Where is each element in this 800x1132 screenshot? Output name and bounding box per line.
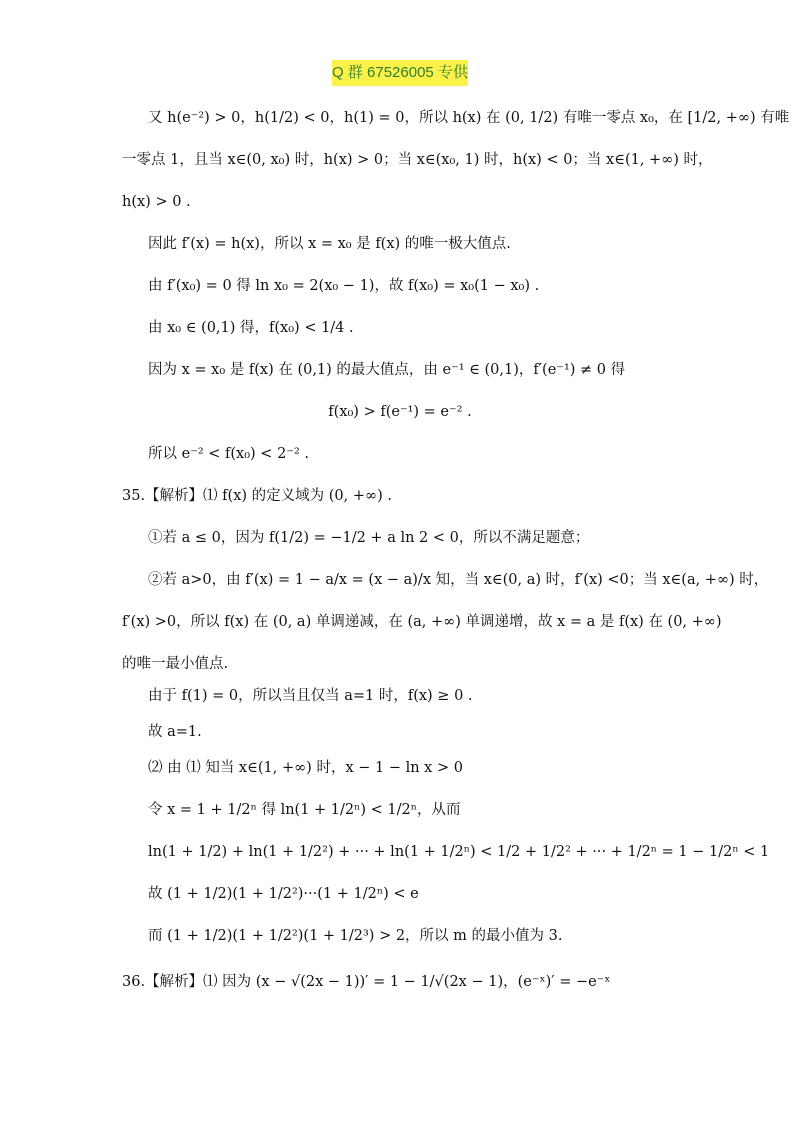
text-line: 故 (1 + 1/2)(1 + 1/2²)···(1 + 1/2ⁿ) < e: [148, 886, 419, 902]
section-heading-36: 36.【解析】⑴ 因为 (x − √(2x − 1))′ = 1 − 1/√(2x − 1)，(e⁻ˣ)′ = −e⁻ˣ: [122, 974, 611, 990]
text-line: 所以 e⁻² < f(x₀) < 2⁻² .: [148, 446, 309, 462]
text-line: ln(1 + 1/2) + ln(1 + 1/2²) + ··· + ln(1 + 1/2ⁿ) < 1/2 + 1/2² + ··· + 1/2ⁿ = 1 − 1/2ⁿ < 1: [148, 844, 770, 860]
text-line: 由 x₀ ∈ (0,1) 得，f(x₀) < 1/4 .: [148, 320, 354, 336]
text-line: ⑵ 由 ⑴ 知当 x∈(1, +∞) 时，x − 1 − ln x > 0: [148, 760, 463, 776]
text-line: 由 f′(x₀) = 0 得 ln x₀ = 2(x₀ − 1)，故 f(x₀) = x₀(1 − x₀) .: [148, 278, 540, 294]
text-line-centered: f(x₀) > f(e⁻¹) = e⁻² .: [328, 404, 472, 420]
text-line: f′(x) >0，所以 f(x) 在 (0, a) 单调递减，在 (a, +∞) 单调递增，故 x = a 是 f(x) 在 (0, +∞): [122, 614, 722, 630]
text-line: 因此 f′(x) = h(x)，所以 x = x₀ 是 f(x) 的唯一极大值点.: [148, 236, 511, 252]
text-line: 由于 f(1) = 0，所以当且仅当 a=1 时，f(x) ≥ 0 .: [148, 688, 473, 704]
text-line: ①若 a ≤ 0，因为 f(1/2) = −1/2 + a ln 2 < 0，所以不满足题意；: [148, 530, 590, 546]
text-line: 的唯一最小值点.: [122, 656, 229, 672]
text-line: 故 a=1.: [148, 724, 202, 740]
text-line: h(x) > 0 .: [122, 194, 191, 210]
text-line: ②若 a>0，由 f′(x) = 1 − a/x = (x − a)/x 知，当 x∈(0, a) 时，f′(x) <0；当 x∈(a, +∞) 时，: [148, 572, 769, 588]
watermark-banner: Q 群 67526005 专供: [332, 60, 468, 86]
text-line: 一零点 1，且当 x∈(0, x₀) 时，h(x) > 0；当 x∈(x₀, 1) 时，h(x) < 0；当 x∈(1, +∞) 时，: [122, 152, 713, 168]
text-line: 因为 x = x₀ 是 f(x) 在 (0,1) 的最大值点，由 e⁻¹ ∈ (0,1)，f′(e⁻¹) ≠ 0 得: [148, 362, 626, 378]
text-line: 又 h(e⁻²) > 0，h(1/2) < 0，h(1) = 0，所以 h(x) 在 (0, 1/2) 有唯一零点 x₀，在 [1/2, +∞) 有唯: [148, 110, 790, 126]
text-line: 而 (1 + 1/2)(1 + 1/2²)(1 + 1/2³) > 2，所以 m 的最小值为 3.: [148, 928, 563, 944]
section-heading-35: 35.【解析】⑴ f(x) 的定义域为 (0, +∞) .: [122, 488, 392, 504]
text-line: 令 x = 1 + 1/2ⁿ 得 ln(1 + 1/2ⁿ) < 1/2ⁿ，从而: [148, 802, 461, 818]
